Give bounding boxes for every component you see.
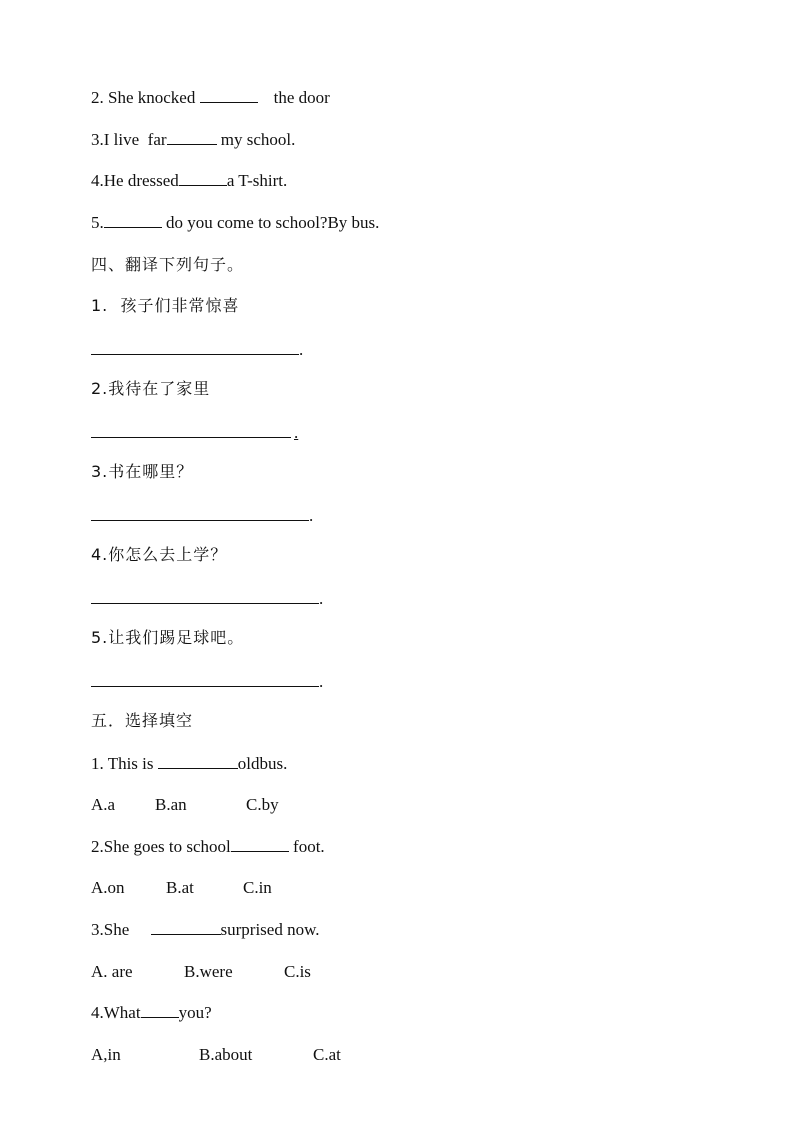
option-a[interactable]: A.a bbox=[91, 795, 116, 814]
question-3-2: 2. She knocked the door bbox=[91, 88, 330, 107]
option-a[interactable]: A.on bbox=[91, 878, 125, 897]
option-a[interactable]: A. are bbox=[91, 962, 133, 981]
answer-line[interactable] bbox=[91, 588, 319, 604]
translate-prompt-3: 3.书在哪里？ bbox=[91, 462, 194, 481]
choice-options-3 bbox=[91, 961, 311, 983]
translate-prompt-1: 1. 孩子们非常惊喜 bbox=[91, 296, 240, 315]
answer-line[interactable] bbox=[91, 671, 319, 687]
answer-blank[interactable] bbox=[158, 753, 238, 769]
answer-line[interactable] bbox=[91, 339, 299, 355]
answer-blank[interactable] bbox=[104, 212, 162, 228]
translate-answer-4: . bbox=[91, 588, 323, 610]
section-4-heading: 四、翻译下列句子。 bbox=[91, 255, 245, 274]
answer-line[interactable] bbox=[91, 422, 291, 438]
answer-line[interactable] bbox=[91, 505, 309, 521]
translate-answer-5: . bbox=[91, 671, 323, 693]
choice-options-1 bbox=[91, 794, 279, 816]
question-3-3: 3.I live far my school. bbox=[91, 130, 296, 149]
answer-blank[interactable] bbox=[151, 919, 221, 935]
option-a[interactable]: A,in bbox=[91, 1045, 121, 1064]
translate-prompt-2: 2.我待在了家里 bbox=[91, 379, 211, 398]
translate-prompt-4: 4.你怎么去上学？ bbox=[91, 545, 228, 564]
translate-answer-1: . bbox=[91, 339, 303, 361]
answer-blank[interactable] bbox=[231, 836, 289, 852]
translate-answer-2: . bbox=[91, 422, 298, 444]
option-b[interactable]: B.were bbox=[184, 962, 233, 981]
option-b[interactable]: B.at bbox=[166, 878, 194, 897]
choice-question-4: 4.What you? bbox=[91, 1003, 212, 1022]
option-c[interactable]: C.at bbox=[313, 1045, 341, 1064]
answer-blank[interactable] bbox=[141, 1002, 179, 1018]
choice-options-4 bbox=[91, 1044, 341, 1066]
question-3-5: 5. do you come to school?By bus. bbox=[91, 213, 380, 232]
section-5-heading: 五．选择填空 bbox=[91, 711, 194, 730]
option-c[interactable]: C.in bbox=[243, 878, 272, 897]
option-c[interactable]: C.by bbox=[246, 795, 279, 814]
answer-blank[interactable] bbox=[179, 170, 227, 186]
translate-prompt-5: 5.让我们踢足球吧。 bbox=[91, 628, 245, 647]
option-b[interactable]: B.an bbox=[155, 795, 187, 814]
choice-question-2: 2.She goes to school foot. bbox=[91, 837, 325, 856]
choice-question-1: 1. This is oldbus. bbox=[91, 754, 288, 773]
option-b[interactable]: B.about bbox=[199, 1045, 253, 1064]
option-c[interactable]: C.is bbox=[284, 962, 311, 981]
translate-answer-3: . bbox=[91, 505, 313, 527]
answer-blank[interactable] bbox=[167, 129, 217, 145]
answer-blank[interactable] bbox=[200, 87, 258, 103]
question-3-4: 4.He dressed a T-shirt. bbox=[91, 171, 288, 190]
choice-question-3: 3.She surprised now. bbox=[91, 920, 320, 939]
choice-options-2 bbox=[91, 877, 272, 899]
